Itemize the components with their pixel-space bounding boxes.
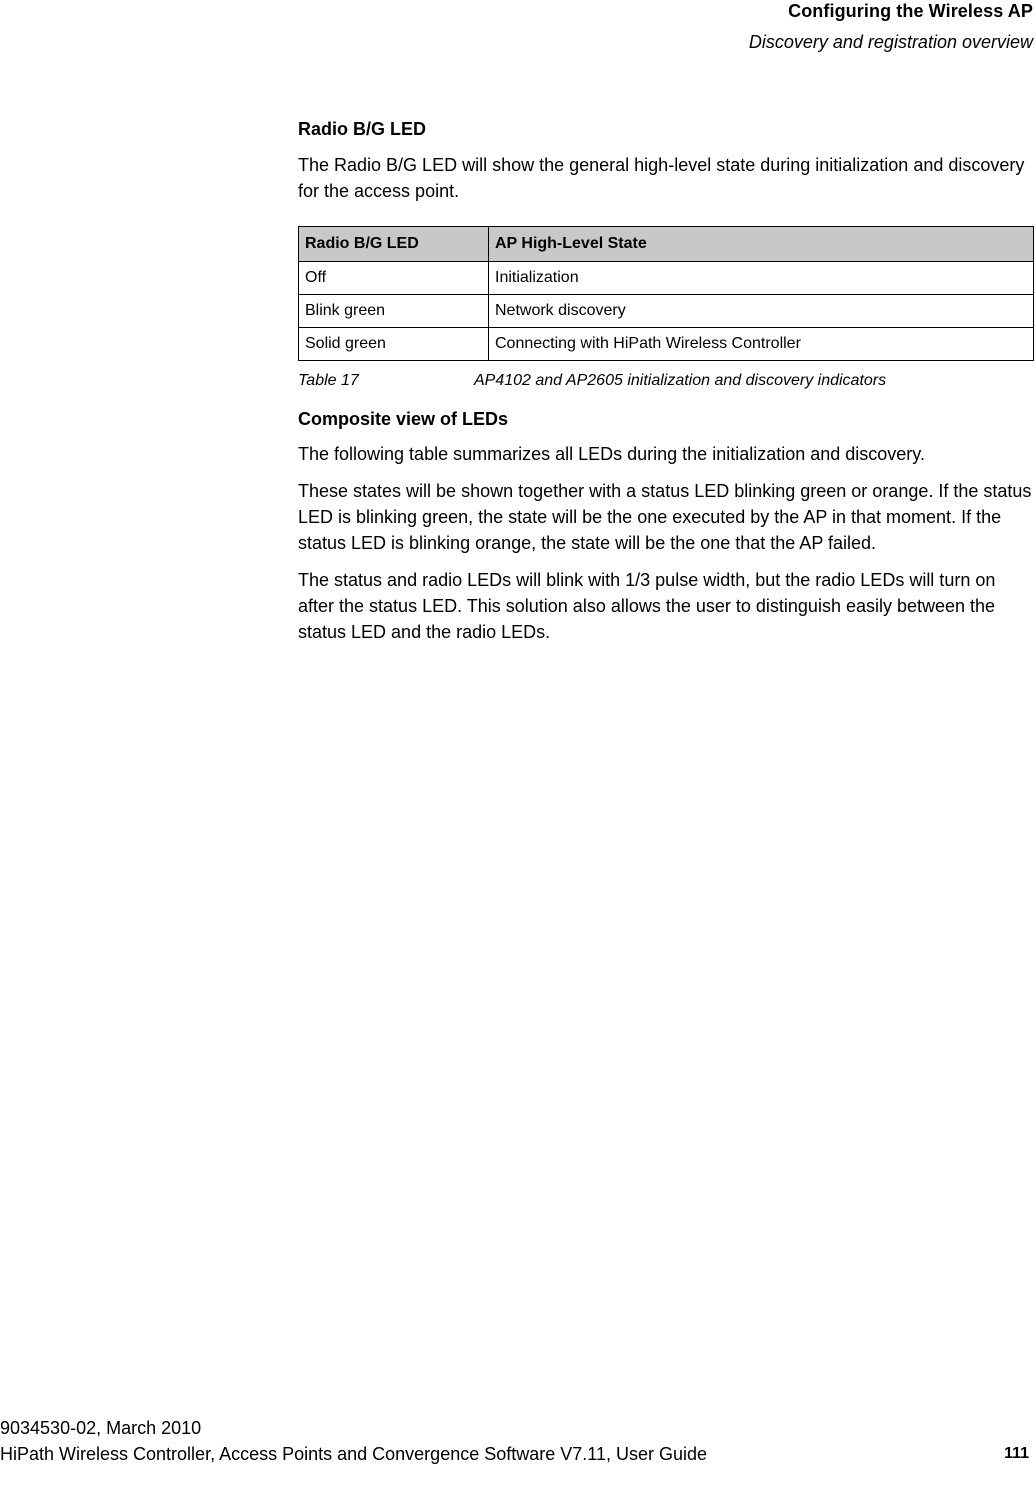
chapter-title: Configuring the Wireless AP [788,1,1033,21]
led-state-table [298,226,1034,361]
page-header [749,0,1033,53]
guide-title: HiPath Wireless Controller, Access Points and Convergence Software V7.11, User Guide [0,1444,708,1464]
table-row [299,262,1034,295]
table-caption-text: AP4102 and AP2605 initialization and discovery indicators [474,372,887,389]
doc-id: 9034530-02, March 2010 [0,1418,202,1438]
table-caption [298,370,1034,392]
table-header-cell: AP High-Level State [489,227,1034,262]
table-cell: Off [299,262,489,295]
table-cell: Blink green [299,295,489,328]
table-row [299,328,1034,361]
radio-bg-heading: Radio B/G LED [298,119,427,139]
table-cell: Solid green [299,328,489,361]
page-footer [0,1415,1036,1467]
table-cell: Initialization [489,262,1034,295]
main-content [298,117,1034,645]
composite-heading: Composite view of LEDs [298,409,509,429]
composite-paragraph: The following table summarizes all LEDs during the initialization and discovery. [298,444,925,464]
radio-bg-paragraph: The Radio B/G LED will show the general high-level state during initialization and discovery for the access point. [298,155,1025,201]
table-caption-label: Table 17 [298,372,359,389]
table-cell: Connecting with HiPath Wireless Controller [489,328,1034,361]
pulse-width-paragraph: The status and radio LEDs will blink with 1/3 pulse width, but the radio LEDs will turn on after the status LED. This solution also allows the user to distinguish easily between the status LED and the radio LEDs. [298,570,996,642]
page-number: 111 [1004,1445,1029,1462]
section-subtitle: Discovery and registration overview [748,32,1033,52]
table-row [299,295,1034,328]
status-led-paragraph: These states will be shown together with a status LED blinking green or orange. If the status LED is blinking green, the state will be the one executed by the AP in that moment. If the status LED is blinking orange, the state will be the one that the AP failed. [298,481,1032,553]
table-cell: Network discovery [489,295,1034,328]
table-header-cell: Radio B/G LED [299,227,489,262]
table-header-row [299,227,1034,262]
